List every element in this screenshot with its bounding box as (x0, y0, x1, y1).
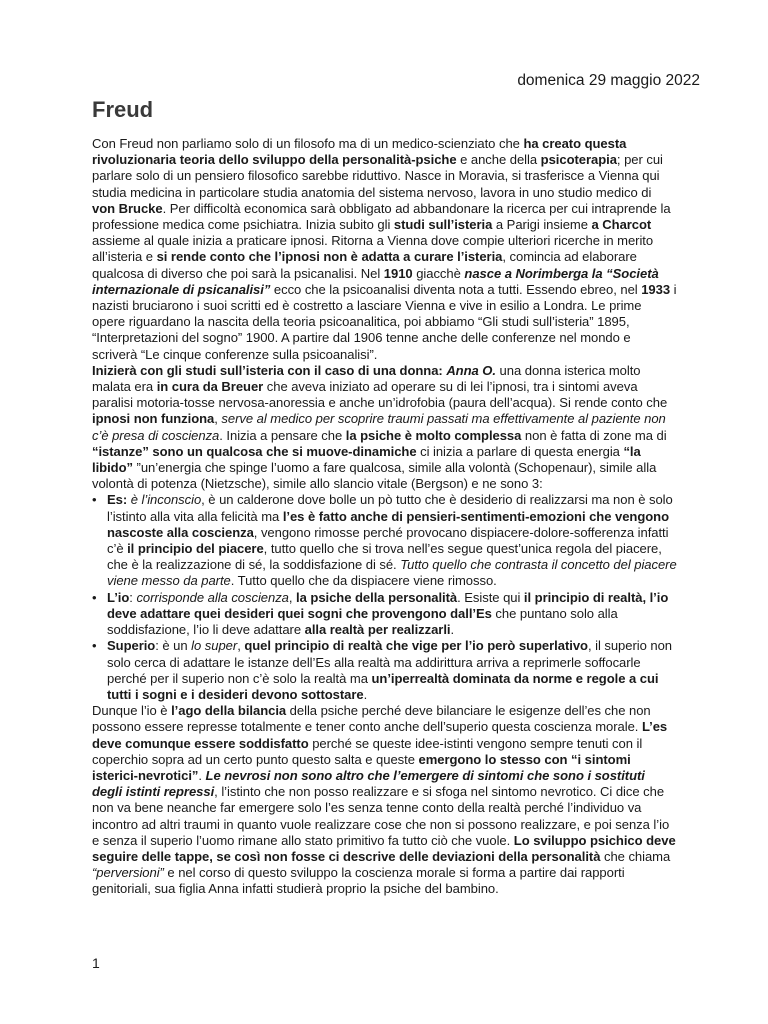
document-body (92, 136, 677, 898)
text-run: “la libido” (92, 443, 641, 476)
istanze-list (92, 492, 677, 703)
paragraph-anna-o (92, 363, 677, 493)
text-run: Le nevrosi non sono altro che l’emergere di sintomi che sono i sostituti degli istinti repressi (92, 767, 645, 800)
text-run: “perversioni” (92, 865, 164, 881)
text-run: ecco che la psicoanalisi diventa nota a tutti. Essendo ebreo, nel (270, 281, 642, 297)
text-run: Es: (107, 492, 131, 508)
text-run: ha creato questa rivoluzionaria teoria dello sviluppo della personalità-psiche (92, 136, 627, 168)
text-run: , (288, 589, 297, 605)
text-run: Con Freud non parliamo solo di un filosofo ma di un medico-scienziato che (92, 136, 524, 151)
text-run: : è un (155, 638, 192, 654)
date-label: domenica 29 maggio 2022 (517, 72, 700, 89)
text-run: . Esiste qui (457, 589, 524, 605)
text-run: assieme al quale inizia a praticare ipnosi. Ritorna a Vienna dove compie ulteriori ricerche in merito all’isteria e (92, 233, 654, 265)
text-run: il principio del piacere (127, 541, 264, 557)
text-run: che chiama (600, 848, 671, 864)
bullet-icon: • (92, 589, 97, 605)
text-run: von Brucke (92, 200, 163, 216)
text-run: , vengono rimosse perché provocano dispiacere-dolore-sofferenza infatti c’è (107, 524, 669, 557)
text-run: studi sull’isteria (393, 217, 493, 233)
text-run: a Charcot (591, 217, 652, 233)
text-run: corrisponde alla coscienza (136, 589, 289, 605)
text-run: Lo sviluppo psichico deve seguire delle tappe, se così non fosse ci descrive delle deviazioni della personalità (92, 832, 676, 864)
text-run: una donna isterica molto malata era (92, 362, 641, 395)
paragraph-closing (92, 703, 677, 897)
text-run: quel principio di realtà che vige per l’io però superlativo (244, 638, 588, 654)
text-run: 1933 (641, 281, 671, 297)
text-run: sono un qualcosa che si muove-dinamiche (148, 443, 417, 459)
text-run: , comincia ad elaborare qualcosa di diverso che poi sarà la psicanalisi. Nel (92, 249, 637, 281)
text-run: e anche della (456, 152, 541, 168)
text-run: alla realtà per realizzarli (304, 622, 451, 638)
text-run: nasce a Norimberga la “Società internazionale di psicanalisi” (92, 265, 659, 297)
text-run: è l’inconscio (130, 492, 202, 508)
page-title: Freud (92, 97, 154, 122)
text-run: lo super (191, 638, 238, 654)
text-run: Inizierà con gli studi sull’isteria con il caso di una donna: (92, 362, 447, 378)
text-run: la psiche è molto complessa (345, 427, 522, 443)
text-run: : (129, 589, 137, 605)
text-run: psicoterapia (540, 152, 617, 168)
text-run: Tutto quello che contrasta il concetto del piacere viene messo da parte (107, 557, 677, 589)
text-run: che puntano solo alla soddisfazione, l’io li deve adattare (107, 605, 618, 638)
text-run: “istanze” (92, 443, 149, 459)
text-run: , tutto quello che si trova nell’es segue quest’unica regola del piacere, che è la realizzazione di sé, la soddisfazione di sé. (107, 541, 662, 573)
text-run: Superio (107, 638, 156, 654)
text-run: l’ago della bilancia (171, 703, 287, 719)
text-run: ci inizia a parlare di questa energia (416, 443, 624, 459)
text-run: perché se queste idee-istinti vengono sempre tenuti con il coperchio sopra ad un certo punto questo salta e queste (92, 735, 643, 767)
text-run: ; per cui parlare solo di un pensiero filosofico sarebbe riduttivo. Nasce in Moravia, si trasferisce a Vienna qui studia medicina in particolare studia anatomia del sistema nervoso, lavora in uno studio medico di (92, 152, 663, 200)
text-run: e nel corso di questo sviluppo la coscienza morale si forma a partire dai rapporti genitoriali, sua figlia Anna infatti studierà proprio la psiche del bambino. (92, 865, 625, 897)
text-run: Dunque l’io è (92, 703, 172, 719)
text-run: l’es è fatto anche di pensieri-sentimenti-emozioni che vengono nascoste alla coscienza (107, 508, 670, 540)
list-item-superio (92, 638, 677, 703)
text-run: , il superio non solo cerca di adattare le istanze dell’Es alla realtà ma addirittura arriva a reprimerle soffocarle perché per il superio non c’è solo la realtà ma (107, 638, 673, 686)
text-run: giacchè (412, 265, 465, 281)
text-run: . Inizia a pensare che (219, 427, 346, 443)
text-run: emergono lo stesso con “i sintomi isterici-nevrotici” (92, 751, 631, 783)
text-run: a Parigi insieme (492, 217, 592, 233)
text-run: . Per difficoltà economica sarà obbligato ad abbandonare la ricerca per cui intraprende la professione medica come psichiatra. Inizia subito gli (92, 200, 671, 233)
text-run: un’iperrealtà dominata da norme e regole a cui tutti i sogni e i desideri devono sottostare (107, 670, 659, 702)
text-run: la psiche della personalità (296, 589, 458, 605)
text-run: che aveva iniziato ad operare su di lei l’ipnosi, tra i sintomi aveva paralisi motoria-tosse nervosa-anoressia e anche un’idrofobia (paura dell’acqua). Si rende conto che (92, 379, 668, 411)
text-run: della psiche perché deve bilanciare le esigenze dell’es che non possono essere represse totalmente e tener conto anche dell’superio questa coscienza morale. (92, 703, 651, 735)
text-run: i nazisti bruciarono i suoi scritti ed è costretto a lasciare Vienna e vive in esilio a Londra. Le prime opere riguardano la nascita della teoria psicoanalitica, poi abbiamo “Gli studi sull’isteria” 1895, “Interpretazioni del sogno” 1900. A partire dal 1906 tenne anche delle conferenze nel mondo e scriverà “Le cinque conferenze sulla psicoanalisi”. (92, 281, 677, 362)
text-run: , l’istinto che non posso realizzare e si sfoga nel sintomo nevrotico. Ci dice che non va bene neanche far emergere solo l’es senza tenne conto della realtà perché l’individuo va incontro ad altri traumi in quanto vuole realizzare cose che non si possono realizzare, e poi senza l’io e senza il superio l’uomo rimane allo stato primitivo fa tutto ciò che vuole. (92, 784, 670, 848)
bullet-icon: • (92, 638, 97, 654)
bullet-icon: • (92, 492, 97, 508)
text-run: si rende conto che l’ipnosi non è adatta a curare l’isteria (156, 249, 503, 265)
text-run: serve al medico per scoprire traumi passati ma effettivamente al paziente non c’è presa di coscienza (92, 411, 666, 443)
paragraph-intro (92, 136, 677, 363)
page-number: 1 (92, 955, 100, 971)
text-run: in cura da Breuer (156, 379, 264, 395)
text-run: . (450, 622, 455, 638)
text-run: . Tutto quello che da dispiacere viene rimosso. (230, 573, 497, 589)
list-item-io (92, 590, 677, 639)
text-run: L’es deve comunque essere soddisfatto (92, 719, 668, 751)
text-run: ipnosi non funziona (92, 411, 215, 427)
text-run: , è un calderone dove bolle un pò tutto che è desiderio di realizzarsi ma non è solo l’istinto alla vita alla felicità ma (107, 492, 673, 524)
text-run: . (363, 686, 368, 702)
text-run: ”un’energia che spinge l’uomo a fare qualcosa, simile alla volontà (Schopenaur), simile alla volontà di potenza (Nietzsche), simile allo slancio vitale (Bergson) e ne sono 3: (92, 460, 657, 492)
text-run: . (198, 767, 206, 783)
text-run: 1910 (383, 265, 413, 281)
text-run: non è fatta di zone ma di (521, 427, 667, 443)
text-run: , (214, 411, 222, 427)
text-run: Anna O. (446, 362, 496, 378)
text-run: L’io (107, 589, 130, 605)
list-item-es (92, 492, 677, 589)
text-run: , (237, 638, 245, 654)
text-run: il principio di realtà, l’io deve adattare quei desideri quei sogni che provengono dall’Es (107, 589, 669, 621)
